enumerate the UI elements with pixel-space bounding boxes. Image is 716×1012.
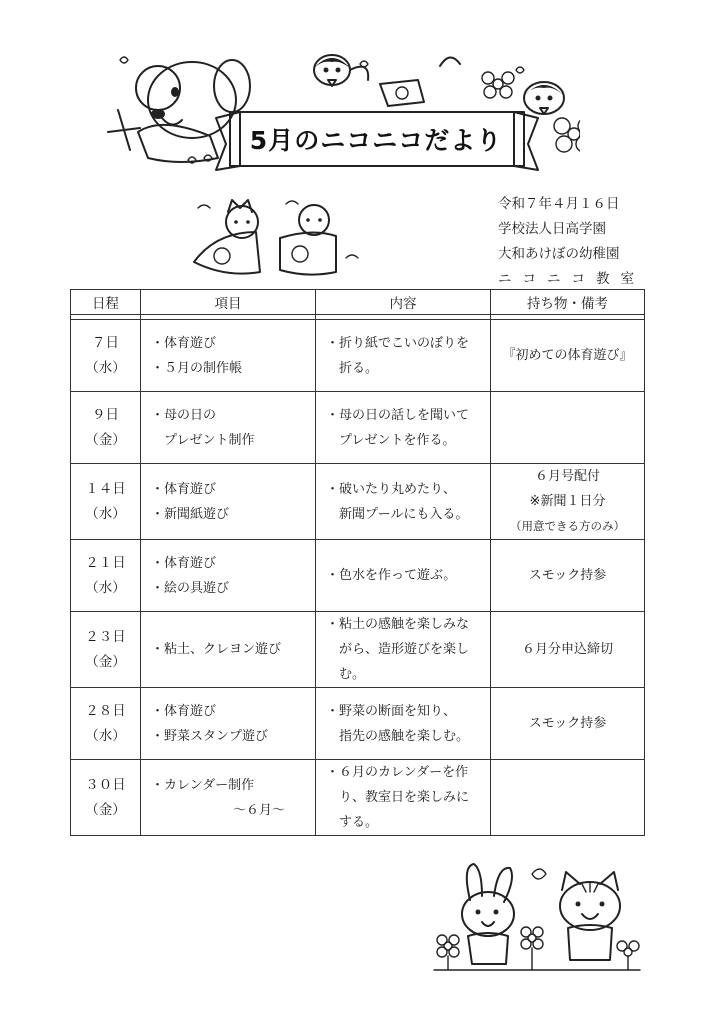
content-line: ・粘土の感触を楽しみな [326, 617, 470, 632]
note: ※新聞１日分 [529, 494, 606, 509]
header-content: 内容 [316, 290, 491, 315]
header-date: 日程 [71, 290, 141, 315]
content-line: がら、造形遊びを楽し [339, 642, 470, 657]
table-row [71, 392, 645, 464]
content-line: する。 [339, 815, 379, 830]
header-item: 項目 [141, 290, 316, 315]
item: ・体育遊び [151, 555, 217, 571]
date-cell [71, 612, 141, 688]
kindergarten-name: 大和あけぼの幼稚園 [498, 246, 620, 262]
date: ２１日 [85, 554, 126, 571]
content-cell [316, 612, 491, 688]
table-row [71, 320, 645, 392]
date-cell [71, 540, 141, 612]
content-line: 折る。 [339, 360, 379, 376]
note: スモック持参 [528, 716, 607, 731]
content-line: ・６月のカレンダーを作 [326, 765, 469, 780]
content-cell [316, 392, 491, 464]
koinobori-cats-illustration [186, 192, 366, 282]
content-cell [316, 320, 491, 392]
item: ・絵の具遊び [151, 580, 230, 596]
item: ～６月～ [233, 802, 286, 818]
date: ９日 [92, 406, 119, 423]
note: 『初めての体育遊び』 [502, 348, 633, 363]
content-line: 指先の感触を楽しむ。 [339, 728, 470, 744]
rabbit-cat-flowers-illustration [432, 860, 642, 972]
table-header-row [71, 290, 645, 315]
content-line: ・破いたり丸めたり、 [326, 481, 457, 497]
note: スモック持参 [528, 568, 607, 583]
weekday: （水） [85, 727, 126, 744]
weekday: （水） [85, 359, 126, 376]
note: （用意できる方のみ） [510, 519, 625, 533]
content-cell [316, 464, 491, 540]
note: ６月分申込締切 [521, 642, 613, 657]
date-cell [71, 760, 141, 836]
table-row [71, 464, 645, 540]
date-cell [71, 464, 141, 540]
notes-cell [491, 540, 645, 612]
weekday: （金） [85, 653, 126, 670]
content-line: む。 [339, 667, 366, 682]
date: ３０日 [85, 776, 126, 793]
item-cell [141, 612, 316, 688]
page-title: 5月のニコニコだより [249, 126, 503, 155]
item: ・カレンダー制作 [151, 777, 255, 793]
date: ７日 [92, 334, 119, 351]
weekday: （水） [85, 579, 126, 596]
notes-cell [491, 320, 645, 392]
weekday: （金） [85, 431, 126, 448]
issue-date: 令和７年４月１６日 [498, 196, 620, 212]
weekday: （水） [85, 505, 126, 522]
table-row [71, 612, 645, 688]
date: ２８日 [85, 702, 126, 719]
item: ・体育遊び [151, 703, 217, 719]
schedule-table [70, 289, 645, 836]
item-cell [141, 392, 316, 464]
item-cell [141, 540, 316, 612]
item-cell [141, 320, 316, 392]
item: ・野菜スタンプ遊び [151, 728, 269, 744]
content-line: ・折り紙でこいのぼりを [326, 335, 470, 351]
table-row [71, 760, 645, 836]
item-cell [141, 464, 316, 540]
header-notes: 持ち物・備考 [491, 290, 645, 315]
notes-cell [491, 392, 645, 464]
item-cell [141, 760, 316, 836]
class-name: ニコニコ教室 [498, 271, 645, 287]
item: ・５月の制作帳 [151, 360, 243, 376]
table-row [71, 688, 645, 760]
content-line: 新聞プールにも入る。 [339, 506, 469, 522]
notes-cell [491, 464, 645, 540]
notes-cell [491, 688, 645, 760]
item: ・母の日の [151, 407, 217, 423]
date: １４日 [85, 480, 126, 497]
date-cell [71, 320, 141, 392]
date-cell [71, 688, 141, 760]
weekday: （金） [85, 801, 126, 818]
content-line: ・野菜の断面を知り、 [326, 703, 457, 719]
item: プレゼント制作 [164, 432, 255, 448]
note: ６月号配付 [534, 469, 600, 484]
notes-cell [491, 612, 645, 688]
content-line: り、教室日を楽しみに [339, 790, 470, 805]
table-row [71, 540, 645, 612]
content-line: プレゼントを作る。 [339, 432, 456, 448]
item: ・新聞紙遊び [151, 506, 230, 522]
date: ２３日 [85, 628, 126, 645]
item: ・粘土、クレヨン遊び [151, 642, 282, 657]
content-cell [316, 540, 491, 612]
school-name: 学校法人日高学園 [498, 221, 606, 237]
item: ・体育遊び [151, 481, 217, 497]
content-line: ・色水を作って遊ぶ。 [326, 568, 457, 583]
item: ・体育遊び [151, 335, 217, 351]
content-cell [316, 760, 491, 836]
item-cell [141, 688, 316, 760]
content-cell [316, 688, 491, 760]
notes-cell [491, 760, 645, 836]
content-line: ・母の日の話しを聞いて [326, 407, 470, 423]
info-block [498, 192, 645, 292]
date-cell [71, 392, 141, 464]
